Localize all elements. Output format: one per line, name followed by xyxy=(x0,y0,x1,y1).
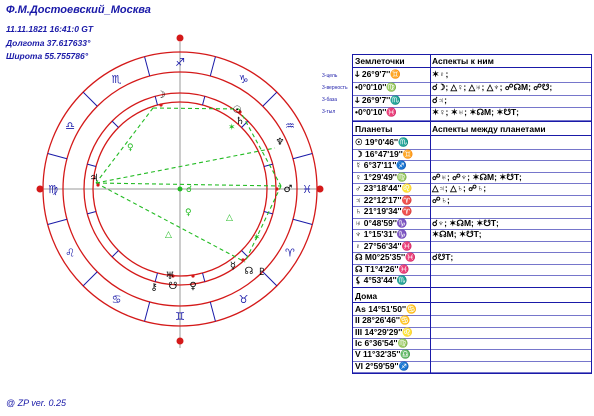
row-position: VI 2°59'59''♐ xyxy=(355,360,410,371)
row-position: ☽ 16°47'19''♊ xyxy=(355,148,414,159)
zodiac-sign-glyph: ♌ xyxy=(65,246,75,260)
row-aspects: ☍♅; ☍♆; ✶☊М; ✶☋Т; xyxy=(432,171,522,182)
planet-glyph[interactable]: ♅ xyxy=(165,271,175,282)
table-row xyxy=(353,264,591,275)
row-position: III 14°29'29''♌ xyxy=(355,326,413,337)
planet-glyph[interactable]: ♂ xyxy=(283,184,293,195)
table-row xyxy=(353,95,591,106)
row-position: ♂ 23°18'44''♌ xyxy=(355,183,413,193)
zodiac-sign-glyph: ♉ xyxy=(238,292,249,306)
table-row xyxy=(353,338,591,349)
house-division xyxy=(155,273,157,282)
planet-point[interactable] xyxy=(275,187,278,190)
zodiac-sign-glyph: ♑ xyxy=(238,73,249,87)
planet-glyph[interactable]: ⚷ xyxy=(150,282,158,293)
row-aspects: ☍♄; xyxy=(432,194,450,205)
table-row xyxy=(353,218,591,229)
planet-glyph[interactable]: ☿ xyxy=(229,261,237,272)
row-position: ☿ 6°37'11''♐ xyxy=(355,160,407,170)
zodiac-sign-glyph: ♒ xyxy=(285,119,295,133)
row-position: II 28°26'46''♋ xyxy=(355,315,411,326)
table-row xyxy=(353,69,591,80)
chart-datetime: 11.11.1821 16:41:0 GT xyxy=(6,24,94,34)
house-division xyxy=(242,251,248,257)
zodiac-sign-glyph: ♈ xyxy=(285,246,295,260)
data-table-panel xyxy=(352,54,592,374)
sign-division xyxy=(48,154,67,159)
table-row xyxy=(353,252,591,263)
planet-glyph[interactable]: ♇ xyxy=(257,267,267,278)
table-row xyxy=(353,327,591,338)
sign-division xyxy=(83,92,97,106)
row-position: ♃ 22°12'17''♈ xyxy=(355,194,413,205)
planet-point[interactable] xyxy=(241,258,244,261)
sign-division xyxy=(48,219,67,224)
aspect-line xyxy=(153,108,239,109)
point-label: 3-тыл xyxy=(322,109,336,115)
house-division xyxy=(203,96,205,105)
chart-name: Ф.М.Достоевский_Москва xyxy=(6,4,151,16)
table-row xyxy=(353,137,591,148)
planet-glyph[interactable]: ♀ xyxy=(189,281,197,292)
sign-division xyxy=(145,57,150,76)
house-division xyxy=(264,164,273,166)
planet-point[interactable] xyxy=(191,274,194,277)
house-division xyxy=(87,212,96,214)
table-row xyxy=(353,275,591,286)
row-position: ♄ 21°19'34''♈ xyxy=(355,206,413,216)
sign-division xyxy=(293,154,312,159)
table-row xyxy=(353,107,591,118)
point-label: 3-верность xyxy=(322,85,348,91)
house-division xyxy=(112,251,118,257)
planets-title: Планеты xyxy=(355,124,393,134)
row-position: ☊ М0°25'35''♓ xyxy=(355,252,416,262)
planet-glyph[interactable]: ☽ xyxy=(156,90,166,101)
table-row xyxy=(353,361,591,372)
row-position: ♀ 1°29'49''♍ xyxy=(355,171,408,182)
sign-division xyxy=(145,302,150,321)
house-division xyxy=(112,121,118,127)
aspect-marker: ✶ xyxy=(228,123,236,133)
ic-marker[interactable] xyxy=(177,338,184,345)
table-row xyxy=(353,195,591,206)
planet-point[interactable] xyxy=(159,103,162,106)
point-label: 3-цель xyxy=(322,73,338,79)
sign-division xyxy=(210,57,215,76)
center-point xyxy=(178,187,183,192)
table-row xyxy=(353,315,591,326)
table-row xyxy=(353,206,591,217)
row-position: •0°0'10''♍ xyxy=(355,81,397,92)
point-label: 3-база xyxy=(322,97,337,103)
row-position: Ic 6°36'54''♍ xyxy=(355,337,409,348)
row-position: ♇ 27°56'34''♓ xyxy=(355,240,413,251)
zemle-title: Землеточки xyxy=(355,56,405,66)
table-row xyxy=(353,229,591,240)
row-position: ☊ Т1°4'26''♓ xyxy=(355,263,410,274)
row-position: •0°0'10''♓ xyxy=(355,107,397,118)
sign-division xyxy=(210,302,215,321)
row-aspects: ☌☋Т; xyxy=(432,252,454,262)
aspect-marker: △ xyxy=(226,213,233,223)
row-position: ↆ 26°9'7''♊ xyxy=(355,69,401,79)
row-position: ♅ 0°48'59''♑ xyxy=(355,217,408,228)
table-row xyxy=(353,149,591,160)
zodiac-sign-glyph: ♎ xyxy=(65,119,75,133)
row-position: ↆ 26°9'7''♏ xyxy=(355,94,401,105)
planet-glyph[interactable]: ☋ xyxy=(168,281,178,292)
row-position: ⚸ 4°53'44''♏ xyxy=(355,275,408,285)
planet-glyph[interactable]: ♃ xyxy=(89,173,99,184)
row-position: ♆ 1°15'31''♑ xyxy=(355,229,408,239)
row-aspects: ✶♇; xyxy=(432,69,449,79)
planet-glyph[interactable]: ♄ xyxy=(235,116,245,127)
zemle-aspects-title: Аспекты к ним xyxy=(432,56,494,66)
sign-division xyxy=(83,272,97,286)
chart-longitude: Долгота 37.617633° xyxy=(6,38,91,48)
sign-division xyxy=(263,92,277,106)
row-aspects: △♃; △♄; ☍♄; xyxy=(432,183,487,193)
house-division xyxy=(87,164,96,166)
row-aspects: ✶☊М; ✶☋Т; xyxy=(432,229,482,239)
chart-latitude: Широта 55.755786° xyxy=(6,51,89,61)
zodiac-sign-glyph: ♐ xyxy=(175,56,185,69)
table-row xyxy=(353,172,591,183)
row-aspects: ☌☽; △♀; △♅; △♆; ☍☊М; ☍☋; xyxy=(432,81,553,92)
row-position: ☉ 19°0'46''♏ xyxy=(355,137,409,147)
zodiac-sign-glyph: ♍ xyxy=(48,183,58,196)
mc-marker[interactable] xyxy=(177,35,184,42)
aspect-marker: ♀ xyxy=(185,208,192,218)
aspect-marker: ✶ xyxy=(253,233,261,243)
table-row xyxy=(353,349,591,360)
table-row xyxy=(353,160,591,171)
sign-division xyxy=(293,219,312,224)
table-row xyxy=(353,304,591,315)
planet-glyph[interactable]: ☉ xyxy=(232,105,242,116)
houses-title: Дома xyxy=(355,291,378,301)
row-position: As 14°51'50''♋ xyxy=(355,304,417,314)
row-aspects: ✶♀; ✶♅; ✶☊М; ✶☋Т; xyxy=(432,107,519,118)
row-aspects: ☌♆; ✶☊М; ✶☋Т; xyxy=(432,217,499,228)
zodiac-sign-glyph: ♋ xyxy=(111,292,122,306)
version-footer: @ ZP ver. 0.25 xyxy=(6,398,66,408)
planet-glyph[interactable]: ♆ xyxy=(275,137,285,148)
aspect-marker: △ xyxy=(165,230,172,240)
house-division xyxy=(203,273,205,282)
table-row xyxy=(353,241,591,252)
aspect-marker: ♀ xyxy=(127,143,134,153)
planet-glyph[interactable]: ☊ xyxy=(244,266,254,277)
aspect-marker: ☌ xyxy=(186,185,193,195)
zodiac-sign-glyph: ♏ xyxy=(111,73,122,87)
aspect-line xyxy=(96,148,275,183)
zodiac-sign-glyph: ♓ xyxy=(302,183,312,196)
aspect-markers xyxy=(127,123,261,243)
row-position: V 11°32'35''♎ xyxy=(355,349,411,360)
table-row xyxy=(353,82,591,93)
planet-aspects-title: Аспекты между планетами xyxy=(432,124,546,134)
table-row xyxy=(353,183,591,194)
zodiac-sign-glyph: ♊ xyxy=(175,310,185,323)
row-aspects: ☌♃; xyxy=(432,94,447,105)
